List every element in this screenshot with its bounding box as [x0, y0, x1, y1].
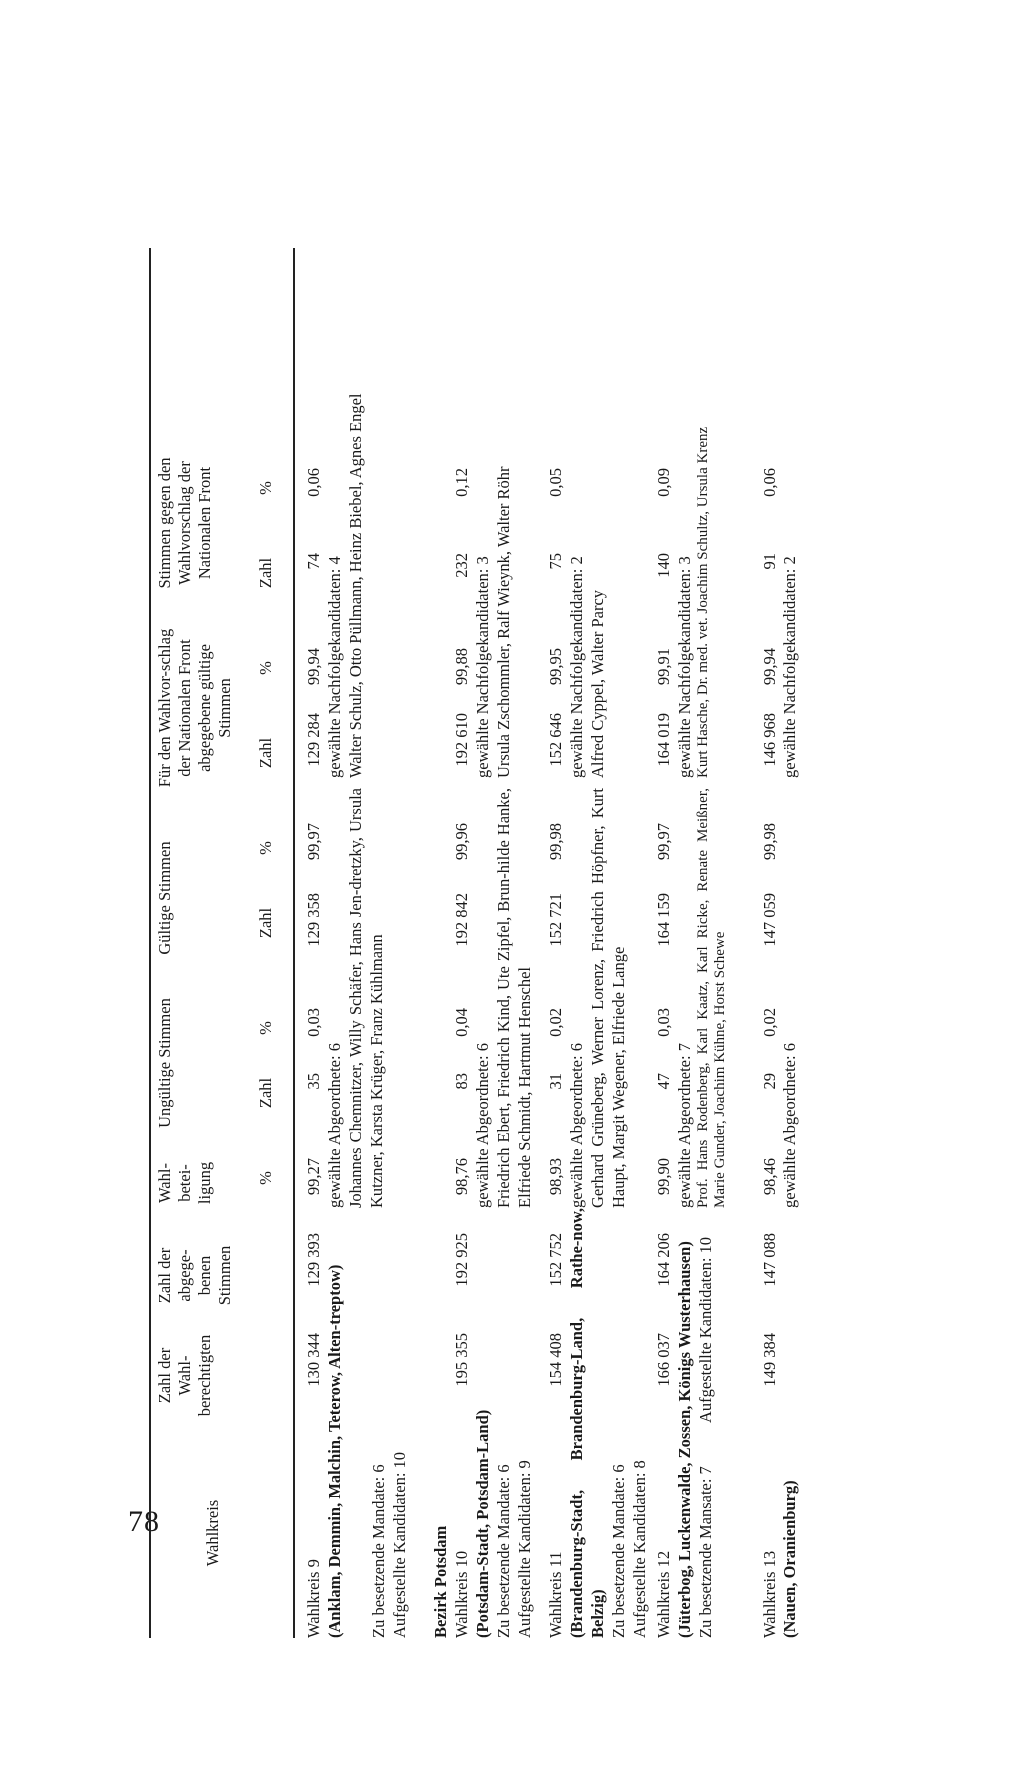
cell-gue-pct: 99,98	[760, 823, 779, 861]
row-mandate: Zu besetzende Mandate: 6	[369, 1464, 388, 1638]
cell-fuer-zahl: 164 019	[654, 713, 673, 767]
nachfolge-count: gewählte Nachfolgekandidaten: 4	[325, 556, 344, 778]
header-pct: %	[256, 481, 275, 495]
abgeordnete-names: Friedrich Ebert, Friedrich Kind, Ute Zipfel, Brun-hilde Hanke, Elfriede Schmidt, Hartmut Henschel	[494, 788, 534, 1208]
row-label: Wahlkreis 12	[654, 1550, 673, 1638]
header-ungueltige: Ungültige Stimmen	[155, 998, 174, 1128]
cell-beteiligung: 98,46	[760, 1158, 779, 1196]
row-places: (Anklam, Demmin, Malchin, Teterow, Alten-treptow)	[325, 1264, 344, 1638]
cell-fuer-pct: 99,91	[654, 648, 673, 686]
abgeordnete-count: gewählte Abgeordnete: 6	[567, 1043, 586, 1208]
cell-ung-pct: 0,02	[760, 1008, 779, 1037]
cell-ung-pct: 0,03	[304, 1008, 323, 1037]
cell-ung-zahl: 47	[654, 1073, 673, 1090]
cell-abgegeben: 164 206	[654, 1233, 673, 1287]
nachfolge-count: gewählte Nachfolgekandidaten: 2	[780, 556, 799, 778]
cell-fuer-pct: 99,94	[304, 648, 323, 686]
header-zahl: Zahl	[256, 737, 275, 769]
row-mandate: Zu besetzende Mandate: 6	[609, 1464, 628, 1638]
abgeordnete-count: gewählte Abgeordnete: 6	[325, 1043, 344, 1208]
row-places: (Brandenburg-Stadt, Brandenburg-Land, Rathe-now, Belzig)	[567, 1208, 607, 1638]
cell-beteiligung: 98,76	[452, 1158, 471, 1196]
cell-gue-pct: 99,97	[654, 823, 673, 861]
cell-ung-pct: 0,03	[654, 1008, 673, 1037]
cell-gegen-pct: 0,06	[760, 468, 779, 497]
nachfolge-names: Alfred Cyppel, Walter Parcy	[588, 589, 607, 778]
cell-gue-pct: 99,96	[452, 823, 471, 861]
cell-gue-zahl: 164 159	[654, 893, 673, 947]
row-places: (Nauen, Oranienburg)	[780, 1480, 799, 1638]
cell-gue-pct: 99,97	[304, 823, 323, 861]
row-label: Wahlkreis 10	[452, 1550, 471, 1638]
nachfolge-count: gewählte Nachfolgekandidaten: 3	[473, 556, 492, 778]
cell-ung-zahl: 31	[546, 1073, 565, 1090]
header-wahlberechtigte: Zahl der Wahl-berechtigten	[155, 1334, 214, 1417]
header-gueltige: Gültige Stimmen	[155, 841, 174, 955]
cell-berechtigte: 130 344	[304, 1333, 323, 1387]
page-number: 78	[128, 1505, 160, 1538]
cell-fuer-zahl: 152 646	[546, 713, 565, 767]
header-pct: %	[256, 1021, 275, 1035]
cell-gue-pct: 99,98	[546, 823, 565, 861]
header-pct: %	[256, 841, 275, 855]
row-places: (Potsdam-Stadt, Potsdam-Land)	[473, 1409, 492, 1638]
cell-gegen-zahl: 232	[452, 553, 471, 578]
header-zahl: Zahl	[256, 557, 275, 589]
header-wahlbeteiligung: Wahl-betei-ligung	[155, 1161, 214, 1205]
cell-fuer-zahl: 129 284	[304, 713, 323, 767]
row-mandate: Zu besetzende Mansate: 7	[696, 1466, 715, 1638]
cell-fuer-zahl: 192 610	[452, 713, 471, 767]
row-places: (Jüterbog, Luckenwalde, Zossen, Königs Wusterhausen)	[675, 1241, 694, 1638]
cell-abgegeben: 152 752	[546, 1233, 565, 1287]
header-pct: %	[256, 1171, 275, 1185]
cell-gegen-zahl: 140	[654, 553, 673, 578]
cell-gegen-pct: 0,09	[654, 468, 673, 497]
cell-ung-zahl: 29	[760, 1073, 779, 1090]
abgeordnete-count: gewählte Abgeordnete: 7	[675, 1043, 694, 1208]
table-header-rule	[293, 248, 295, 1638]
abgeordnete-names: Prof. Hans Rodenberg, Karl Kaatz, Karl Ricke, Renate Meißner, Marie Gunder, Joachim Kühne, Horst Schewe	[695, 788, 728, 1208]
cell-gue-zahl: 152 721	[546, 893, 565, 947]
cell-abgegeben: 147 088	[760, 1233, 779, 1287]
cell-gegen-zahl: 91	[760, 553, 779, 570]
row-label: Wahlkreis 9	[304, 1559, 323, 1638]
cell-berechtigte: 166 037	[654, 1333, 673, 1387]
results-table	[143, 248, 728, 1638]
cell-gegen-pct: 0,06	[304, 468, 323, 497]
row-kandidaten: Aufgestellte Kandidaten: 10	[696, 1236, 715, 1423]
abgeordnete-names: Gerhard Grüneberg, Werner Lorenz, Friedrich Höpfner, Kurt Haupt, Margit Wegener, Elfriede Lange	[588, 788, 628, 1208]
cell-fuer-pct: 99,95	[546, 648, 565, 686]
cell-beteiligung: 98,93	[546, 1158, 565, 1196]
cell-gue-zahl: 147 059	[760, 893, 779, 947]
cell-gue-zahl: 192 842	[452, 893, 471, 947]
header-zahl: Zahl	[256, 1077, 275, 1109]
cell-ung-pct: 0,04	[452, 1008, 471, 1037]
row-label: Wahlkreis 11	[546, 1551, 565, 1638]
cell-gue-zahl: 129 358	[304, 893, 323, 947]
table-top-rule	[149, 248, 151, 1638]
cell-gegen-pct: 0,12	[452, 468, 471, 497]
cell-ung-zahl: 83	[452, 1073, 471, 1090]
header-pct: %	[256, 661, 275, 675]
nachfolge-count: gewählte Nachfolgekandidaten: 2	[567, 556, 586, 778]
cell-beteiligung: 99,27	[304, 1158, 323, 1196]
cell-berechtigte: 195 355	[452, 1333, 471, 1387]
cell-fuer-pct: 99,88	[452, 648, 471, 686]
cell-gegen-zahl: 75	[546, 553, 565, 570]
section-heading: Bezirk Potsdam	[431, 1525, 450, 1638]
cell-gegen-zahl: 74	[304, 553, 323, 570]
row-kandidaten: Aufgestellte Kandidaten: 10	[390, 1451, 409, 1638]
header-gegen: Stimmen gegen den Wahlvorschlag der Nationalen Front	[155, 457, 214, 589]
abgeordnete-count: gewählte Abgeordnete: 6	[780, 1043, 799, 1208]
header-wahlkreis: Wahlkreis	[203, 1499, 222, 1567]
header-fuer: Für den Wahlvor-schlag der Nationalen Front abgegebene gültige Stimmen	[155, 628, 234, 788]
nachfolge-names: Kurt Hasche, Dr. med. vet. Joachim Schultz, Ursula Krenz	[695, 426, 711, 778]
nachfolge-count: gewählte Nachfolgekandidaten: 3	[675, 556, 694, 778]
row-kandidaten: Aufgestellte Kandidaten: 9	[515, 1460, 534, 1638]
row-kandidaten: Aufgestellte Kandidaten: 8	[630, 1460, 649, 1638]
header-abgegebene: Zahl der abgege-benen Stimmen	[155, 1245, 234, 1306]
cell-abgegeben: 129 393	[304, 1233, 323, 1287]
nachfolge-names: Ursula Zschommler, Ralf Wieynk, Walter Röhr	[494, 466, 513, 778]
abgeordnete-count: gewählte Abgeordnete: 6	[473, 1043, 492, 1208]
row-label: Wahlkreis 13	[760, 1550, 779, 1638]
cell-abgegeben: 192 925	[452, 1233, 471, 1287]
cell-ung-zahl: 35	[304, 1073, 323, 1090]
nachfolge-names: Walter Schulz, Otto Püllmann, Heinz Biebel, Agnes Engel	[346, 393, 365, 778]
row-mandate: Zu besetzende Mandate: 6	[494, 1464, 513, 1638]
abgeordnete-names: Johannes Chemnitzer, Willy Schäfer, Hans Jen-dretzky, Ursula Kutzner, Karsta Krüger, Franz Kühlmann	[346, 788, 386, 1208]
cell-fuer-pct: 99,94	[760, 648, 779, 686]
cell-gegen-pct: 0,05	[546, 468, 565, 497]
header-zahl: Zahl	[256, 907, 275, 939]
cell-berechtigte: 154 408	[546, 1333, 565, 1387]
cell-ung-pct: 0,02	[546, 1008, 565, 1037]
cell-berechtigte: 149 384	[760, 1333, 779, 1387]
cell-beteiligung: 99,90	[654, 1158, 673, 1196]
cell-fuer-zahl: 146 968	[760, 713, 779, 767]
